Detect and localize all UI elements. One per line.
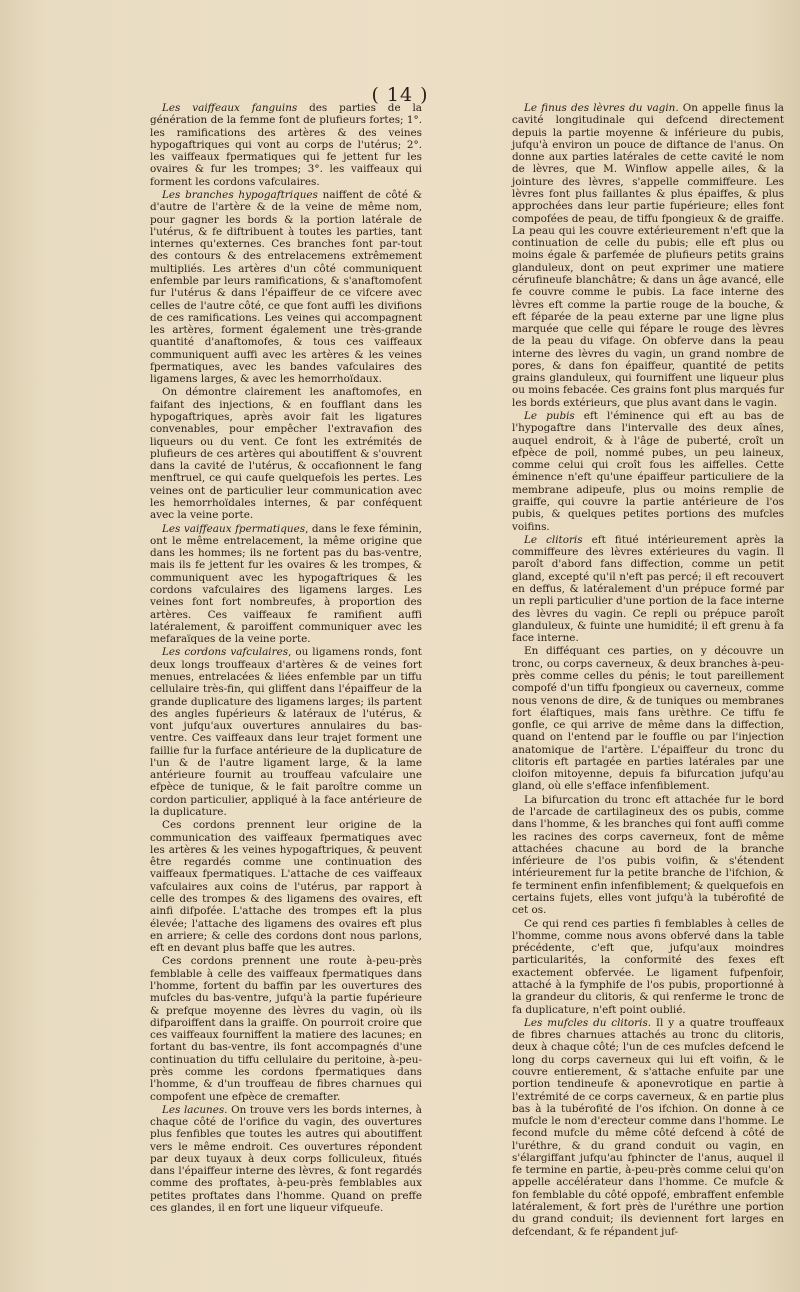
paragraph-lead: Les cordons vafculaires	[162, 646, 289, 659]
paragraph-text: Ces cordons prennent leur origine de la communication des vaiffeaux fpermatiques avec les artères & les veines hypogaftriques, & peuvent être regardés comme une continuation des vaiffeaux fpermatiques. L'attache de ces vaiffeaux vafculaires aux coins de l'utérus, par rapport à celle des trompes & des ligamens des ovaires, eft ainfi difpofée. L'attache des trompes eft la plus élevée; l'attache des ligamens des ovaires eft plus en arriere; & celle des cordons dont nous parlons, eft en devant plus baffe que les autres.	[150, 819, 422, 955]
paragraph	[150, 523, 422, 646]
paragraph	[150, 1104, 422, 1215]
paragraph	[512, 534, 784, 645]
paragraph-lead: Les vaiffeaux fanguins	[162, 102, 298, 114]
paragraph-text: , dans le fexe féminin, ont le même entrelacement, la même origine que dans les hommes; ils ne fortent pas du bas-ventre, mais ils fe jettent fur les ovaires & les trompes, & communiquent avec les hypogaftriques & les cordons vafculaires des ligamens larges. Les veines font fort nombreufes, à proportion des artères. Ces vaiffeaux fe ramifient auffi latéralement, & paroiffent communiquer avec les mefaraïques de la veine porte.	[150, 522, 422, 646]
paragraph	[150, 819, 422, 954]
paragraph	[512, 918, 784, 1016]
paragraph-lead: Les vaiffeaux fpermatiques	[162, 522, 306, 535]
paragraph-text: naiffent de côté & d'autre de l'artère & de la veine de même nom, pour gagner les bords & la portion latérale de l'utérus, & fe diftribuent à toutes les parties, tant internes qu'externes. Ces branches font par-tout des contours & des entrelacemens extrêmement multipliés. Les artères d'un côté communiquent enfemble par leurs ramifications, & s'anaftomofent fur l'utérus & dans l'épaiffeur de ce vifcere avec celles de l'autre côté, ce que font auffi les divifions de ces ramifications. Les veines qui accompagnent les artères, forment également une très-grande quantité d'anaftomofes, & tous ces vaiffeaux communiquent auffi avec les artères & les veines fpermatiques, avec les bandes vafculaires des ligamens larges, & avec les hemorrhoïdaux.	[150, 188, 422, 386]
paragraph-text: eft l'éminence qui eft au bas de l'hypogaftre dans l'intervalle des deux aînes, auquel endroit, & à l'âge de puberté, croît un efpèce de poil, nommé pubes, un peu laineux, comme celui qui croît fous les aiffelles. Cette éminence n'eft qu'une épaiffeur particuliere de la membrane adipeufe, plus ou moins remplie de graiffe, qui couvre la partie antérieure de l'os pubis, & quelques petites portions des mufcles voifins.	[512, 410, 784, 533]
paragraph-text: On démontre clairement les anaftomofes, en faifant des injections, & en foufflant dans les hypogaftriques, après avoir fait les ligatures convenables, pour empêcher l'extravafion des liqueurs ou du vent. Ce font les extrémités de plufieurs de ces artères qui aboutiffent & s'ouvrent dans la cavité de l'utérus, & occafionnent le fang menftruel, ce qui caufe quelquefois les pertes. Les veines ont de particulier leur communication avec les hemorrhoïdales internes, & par conféquent avec la veine porte.	[150, 386, 422, 522]
paragraph	[512, 102, 784, 409]
paragraph	[512, 645, 784, 792]
paragraph-lead: Les branches hypogaftriques	[162, 188, 318, 201]
paragraph-text: eft fitué intérieurement après la commiffeure des lèvres extérieures du vagin. Il paroît d'abord fans diffection, comme un petit gland, excepté qu'il n'eft pas percé; il eft recouvert en deffus, & latéralement d'un prépuce formé par un repli particulier d'une portion de la face interne des lèvres du vagin. Ce repli ou prépuce paroît glanduleux, & fuinte une humidité; il eft grenu à fa face interne.	[512, 533, 784, 645]
paragraph-text: , ou ligamens ronds, font deux longs trouffeaux d'artères & de veines fort menues, entrelacées & liées enfemble par un tiffu cellulaire très-fin, qui gliffent dans l'épaiffeur de la grande duplicature des ligamens larges; ils partent des angles fupérieurs & latéraux de l'utérus, & vont jufqu'aux ouvertures annulaires du bas-ventre. Ces vaiffeaux dans leur trajet forment une faillie fur la furface antérieure de la duplicature de l'un & de l'autre ligament large, & la lame antérieure fournit au trouffeau vafculaire une efpèce de tunique, & le fait paroître comme un cordon particulier, appliqué à la face antérieure de la duplicature.	[150, 646, 422, 819]
paragraph-text: Ce qui rend ces parties fi femblables à celles de l'homme, comme nous avons obfervé dans la table précédente, c'eft que, jufqu'aux moindres particularités, la conformité des fexes eft exactement obfervée. Le ligament fufpenfoir, attaché à la fymphife de l'os pubis, proportionné à la grandeur du clitoris, & qui renferme le tronc de fa duplicature, n'eft point oublié.	[512, 917, 784, 1016]
paragraph	[150, 646, 422, 818]
text-column-right	[512, 102, 784, 1239]
paragraph-text: En difféquant ces parties, on y découvre un tronc, ou corps caverneux, & deux branches à-peu-près comme celles du pénis; le tout pareillement compofé d'un tiffu fpongieux ou caverneux, comme nous venons de dire, & de tuniques ou membranes fort élaftiques, mais fans urèthre. Ce tiffu fe gonfle, ce qui arrive de même dans la diffection, quand on l'entend par le fouffle ou par l'injection anatomique de l'artère. L'épaiffeur du tronc du clitoris eft partagée en parties latérales par une cloifon mitoyenne, depuis fa bifurcation jufqu'au gland, où elle s'efface infenfiblement.	[512, 645, 784, 793]
paragraph	[150, 189, 422, 386]
paragraph-text: On appelle finus la cavité longitudinale qui defcend directement depuis la partie moyenne & inférieure du pubis, jufqu'à environ un pouce de diftance de l'anus. On donne aux parties latérales de cette cavité le nom de lèvres, que M. Winflow appelle ailes, & la jointure des lèvres, s'appelle commiffeure. Les lèvres font plus faillantes & plus épaiffes, & plus approchées dans leur partie fupérieure; elles font compofées de peau, de tiffu fpongieux & de graiffe. La peau qui les couvre extérieurement n'eft que la continuation de celle du pubis; elle eft plus ou moins égale & parfemée de plufieurs petits grains glanduleux, dont on peut exprimer une matiere cérufineufe blanchâtre; & dans un âge avancé, elle fe couvre comme le pubis. La face interne des lèvres eft comme la partie rouge de la bouche, & eft féparée de la peau externe par une ligne plus marquée que celle qui fépare le rouge des lèvres de la peau du vifage. On obferve dans la peau interne des lèvres du vagin, un grand nombre de pores, & dans fon épaiffeur, quantité de petits grains glanduleux, qui fourniffent une liqueur plus ou moins febacée. Ces grains font plus marqués fur les bords extérieurs, que plus avant dans le vagin.	[512, 102, 784, 409]
paragraph-lead: Les mufcles du clitoris.	[524, 1016, 652, 1029]
paragraph-lead: Le finus des lèvres du vagin.	[524, 102, 679, 114]
paragraph-lead: Les lacunes.	[162, 1103, 228, 1116]
text-column-left	[150, 102, 422, 1215]
paragraph-text: On trouve vers les bords internes, à chaque côté de l'orifice du vagin, des ouvertures plus fenfibles que toutes les autres qui aboutiffent vers le même endroit. Ces ouvertures répondent par deux tuyaux à deux corps folliculeux, fitués dans l'épaiffeur interne des lèvres, & font regardés comme des proftates, à-peu-près femblables aux petites proftates dans l'homme. Quand on preffe ces glandes, il en fort une liqueur vifqueufe.	[150, 1103, 422, 1215]
paragraph	[150, 102, 422, 188]
paragraph-text: des parties de la génération de la femme font de plufieurs fortes; 1°. les ramifications des artères & des veines hypogaftriques qui vont au corps de l'utérus; 2°. les vaiffeaux fpermatiques qui fe jettent fur les ovaires & fur les trompes; 3°. les vaiffeaux qui forment les cordons vafculaires.	[150, 102, 422, 188]
page-number: ( 14 )	[371, 84, 429, 106]
paragraph	[512, 410, 784, 533]
paragraph	[150, 955, 422, 1102]
paragraph-text: La bifurcation du tronc eft attachée fur le bord de l'arcade de cartilagineux des os pubis, comme dans l'homme, & les branches qui font auffi comme les racines des corps caverneux, font de même attachées chacune au bord de la branche inférieure de l'os pubis voifin, & s'étendent intérieurement fur la petite branche de l'ifchion, & fe terminent enfin infenfiblement; & quelquefois en certains fujets, elles vont jufqu'à la tubérofité de cet os.	[512, 793, 784, 917]
paragraph-lead: Le clitoris	[524, 533, 583, 546]
paragraph-text: Ces cordons prennent une route à-peu-près femblable à celle des vaiffeaux fpermatiques dans l'homme, fortent du baffin par les ouvertures des mufcles du bas-ventre, jufqu'à la partie fupérieure & prefque moyenne des lèvres du vagin, où ils difparoiffent dans la graiffe. On pourroit croire que ces vaiffeaux fourniffent la matiere des lacunes; en fortant du bas-ventre, ils font accompagnés d'une continuation du tiffu cellulaire du peritoine, à-peu-près comme les cordons fpermatiques dans l'homme, & d'un trouffeau de fibres charnues qui compofent une efpèce de cremafter.	[150, 955, 422, 1103]
paragraph	[512, 1017, 784, 1238]
paragraph	[150, 386, 422, 521]
paragraph	[512, 794, 784, 917]
paragraph-lead: Le pubis	[524, 410, 575, 423]
paragraph-text: Il y a quatre trouffeaux de fibres charnues attachés au tronc du clitoris, deux à chaque côté; l'un de ces mufcles defcend le long du corps caverneux qui lui eft voifin, & le couvre entierement, & s'attache enfuite par une portion tendineufe & aponevrotique en partie à l'extrémité de ce corps caverneux, & en partie plus bas à la tubérofité de l'os ifchion. On donne à ce mufcle le nom d'erecteur comme dans l'homme. Le fecond mufcle du même côté defcend à côté de l'uréthre, & du grand conduit ou vagin, en s'élargiffant jufqu'au fphincter de l'anus, auquel il fe termine en partie, à-peu-près comme celui qu'on appelle accélérateur dans l'homme. Ce mufcle & fon femblable du côté oppofé, embraffent enfemble latéralement, & fort près de l'uréthre une portion du grand conduit; ils deviennent fort larges en defcendant, & fe répandent juf-	[512, 1016, 784, 1238]
